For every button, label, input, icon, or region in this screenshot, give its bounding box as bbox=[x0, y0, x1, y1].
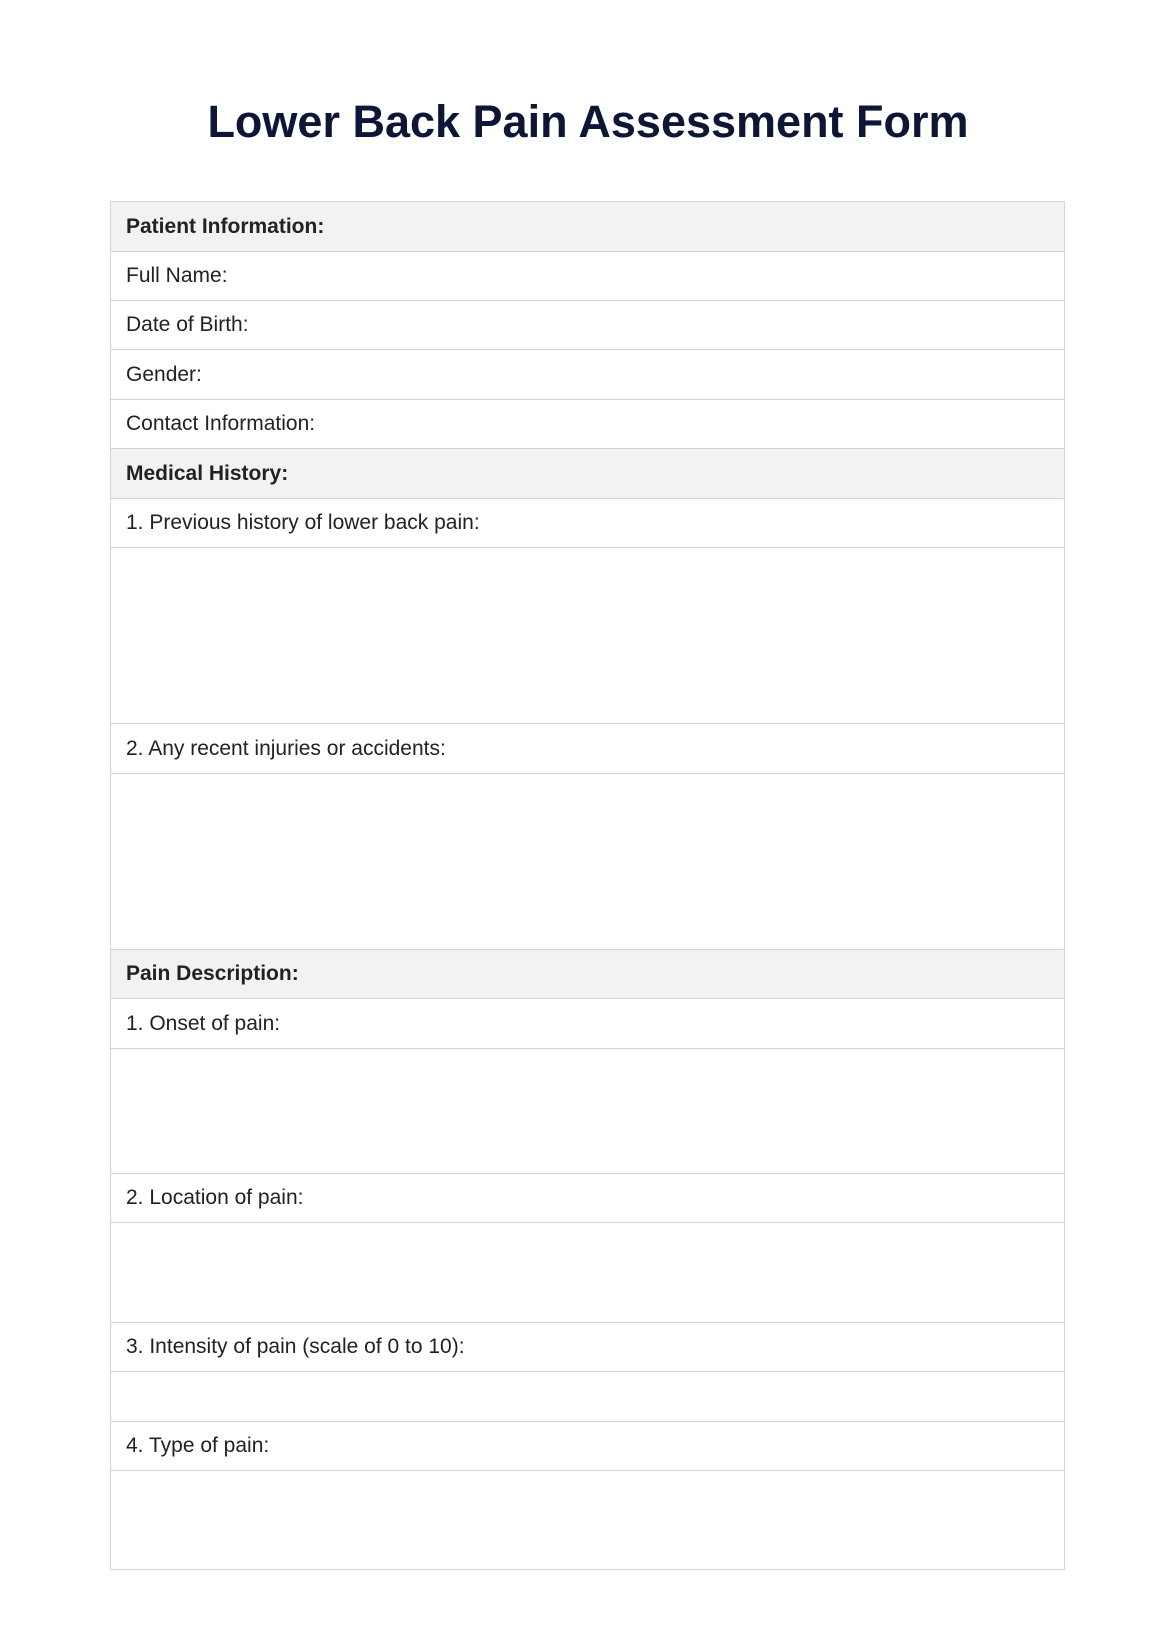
question-label: 4. Type of pain: bbox=[126, 1434, 270, 1457]
field-label: Contact Information: bbox=[126, 412, 316, 435]
question-onset-of-pain bbox=[111, 998, 1064, 1048]
question-label: 1. Previous history of lower back pain: bbox=[126, 511, 480, 534]
question-label: 2. Any recent injuries or accidents: bbox=[126, 736, 446, 760]
field-label: Gender: bbox=[126, 362, 202, 386]
gender-field[interactable] bbox=[111, 349, 1064, 399]
question-label: 2. Location of pain: bbox=[126, 1186, 304, 1209]
section-header-pain-description bbox=[111, 949, 1064, 998]
section-heading-label: Medical History: bbox=[126, 461, 289, 485]
recent-injuries-input[interactable] bbox=[111, 774, 1064, 949]
intensity-of-pain-input[interactable] bbox=[111, 1372, 1064, 1421]
answer-box-recent-injuries[interactable] bbox=[111, 773, 1064, 949]
previous-history-input[interactable] bbox=[111, 548, 1064, 723]
field-label: Date of Birth: bbox=[126, 313, 249, 336]
question-label: 1. Onset of pain: bbox=[126, 1011, 281, 1035]
question-label: 3. Intensity of pain (scale of 0 to 10): bbox=[126, 1335, 465, 1358]
section-header-patient-information bbox=[111, 202, 1064, 251]
location-of-pain-input[interactable] bbox=[111, 1223, 1064, 1322]
answer-box-location-of-pain[interactable] bbox=[111, 1222, 1064, 1322]
answer-box-type-of-pain[interactable] bbox=[111, 1470, 1064, 1569]
page-title: Lower Back Pain Assessment Form bbox=[207, 96, 969, 147]
onset-of-pain-input[interactable] bbox=[111, 1049, 1064, 1173]
question-recent-injuries bbox=[111, 723, 1064, 773]
answer-box-onset-of-pain[interactable] bbox=[111, 1048, 1064, 1173]
answer-box-previous-history[interactable] bbox=[111, 547, 1064, 723]
section-heading-label: Pain Description: bbox=[126, 962, 299, 985]
contact-information-field[interactable] bbox=[111, 399, 1064, 448]
date-of-birth-field[interactable] bbox=[111, 300, 1064, 349]
section-header-medical-history bbox=[111, 448, 1064, 498]
assessment-form-table bbox=[110, 201, 1065, 1570]
question-type-of-pain bbox=[111, 1421, 1064, 1470]
section-heading-label: Patient Information: bbox=[126, 214, 325, 238]
question-previous-history bbox=[111, 498, 1064, 547]
type-of-pain-input[interactable] bbox=[111, 1471, 1064, 1569]
full-name-field[interactable] bbox=[111, 251, 1064, 300]
question-location-of-pain bbox=[111, 1173, 1064, 1222]
answer-box-intensity-of-pain[interactable] bbox=[111, 1371, 1064, 1421]
field-label: Full Name: bbox=[126, 264, 228, 287]
question-intensity-of-pain bbox=[111, 1322, 1064, 1371]
